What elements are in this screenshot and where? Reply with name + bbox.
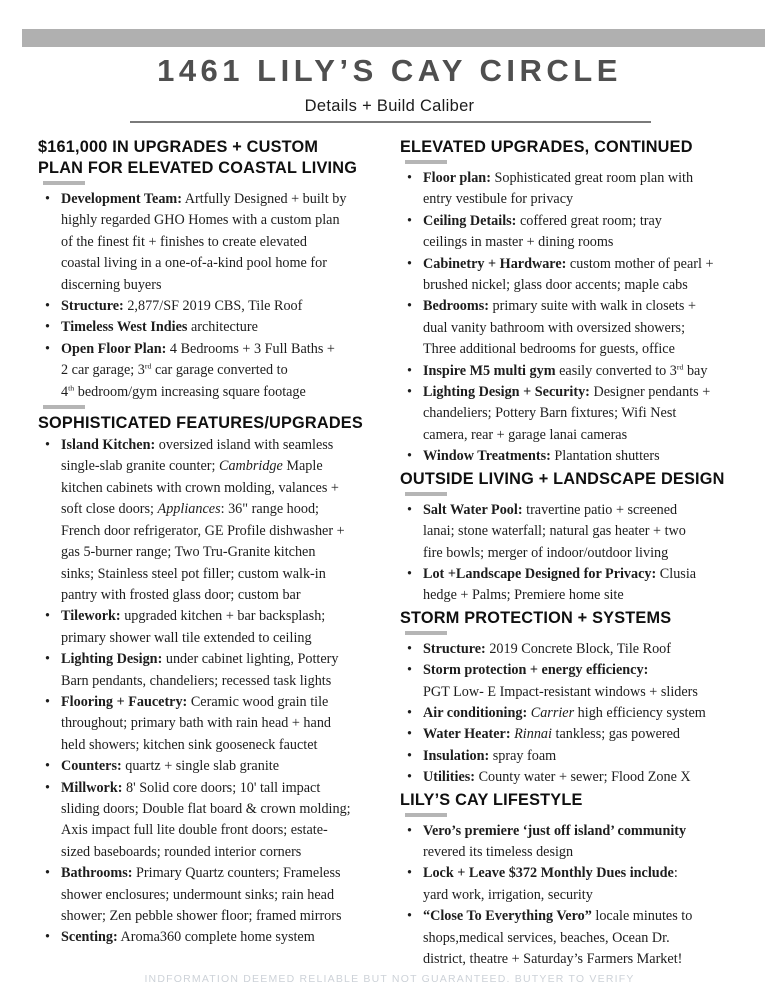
list-item (38, 296, 394, 317)
text-segment: sized baseboards; rounded interior corners (61, 843, 302, 860)
text-segment: under cabinet lighting, Pottery (162, 651, 339, 668)
text-segment: coastal living in a one-of-a-kind pool home for (61, 255, 327, 272)
text-segment: Millwork: (61, 779, 123, 796)
text-segment: Cambridge (218, 458, 283, 475)
text-segment: kitchen cabinets with crown molding, valances + (61, 479, 339, 496)
text-segment: travertine patio + screened (522, 501, 678, 518)
text-segment: rd (144, 361, 152, 371)
text-segment: 8' Solid core doors; 10' tall impact (122, 779, 321, 796)
text-segment: ceilings in master + dining rooms (423, 234, 614, 251)
text-segment: 4 (61, 383, 69, 400)
text-segment: Ceiling Details: (423, 212, 517, 229)
page-subtitle: Details + Build Caliber (304, 97, 475, 115)
text-segment: Tilework: (61, 608, 121, 625)
text-segment: tankless; gas powered (551, 726, 681, 743)
heading-underline-dash (43, 181, 85, 185)
text-segment: locale minutes to (591, 908, 693, 925)
text-segment: Open Floor Plan: (61, 340, 167, 357)
text-segment: Bathrooms: (61, 865, 133, 882)
text-segment: bay (683, 362, 708, 379)
text-segment: Salt Water Pool: (423, 501, 523, 518)
text-segment: of the finest fit + finishes to create elevated (61, 233, 307, 250)
text-segment: 2 car garage; 3 (61, 362, 145, 379)
text-segment: entry vestibule for privacy (423, 191, 574, 208)
text-segment: Lot +Landscape Designed for Privacy: (423, 565, 657, 582)
text-segment: Primary Quartz counters; Frameless (132, 865, 341, 882)
list-item (38, 606, 394, 649)
text-segment: Artfully Designed + built by (181, 191, 347, 207)
text-segment: Lighting Design: (61, 651, 163, 668)
list-item (38, 649, 394, 692)
list-item (400, 446, 766, 467)
text-segment: : 36" range hood; (220, 501, 319, 518)
list-item (400, 254, 766, 297)
text-segment: architecture (187, 319, 258, 336)
text-segment: Carrier (530, 704, 575, 721)
text-segment: Plantation shutters (550, 448, 660, 465)
heading-underline-dash (43, 405, 85, 409)
list-item (400, 296, 766, 360)
text-segment: 2,877/SF 2019 CBS, Tile Roof (123, 298, 303, 315)
left-column (38, 136, 394, 949)
list-item (400, 746, 766, 767)
right-column (400, 136, 766, 970)
list-item (38, 339, 394, 403)
text-segment: Ceramic wood grain tile (187, 693, 329, 710)
list-item (400, 168, 766, 211)
text-segment: Sophisticated great room plan with (490, 170, 694, 186)
list-item (400, 639, 766, 660)
text-segment: Three additional bedrooms for guests, office (423, 341, 675, 358)
text-segment: revered its timeless design (423, 843, 574, 860)
section-heading: LILY’S CAY LIFESTYLE (400, 790, 583, 809)
text-segment: Clusia (656, 565, 697, 582)
list-item (400, 821, 766, 864)
text-segment: pantry with frosted glass door; custom bar (61, 586, 301, 603)
text-segment: Storm protection + energy efficiency: (423, 662, 649, 679)
list-item (400, 767, 766, 788)
text-segment: Structure: (61, 298, 124, 315)
text-segment: oversized island with seamless (155, 437, 334, 454)
section-heading: SOPHISTICATED FEATURES/UPGRADES (38, 414, 363, 433)
text-segment: yard work, irrigation, security (423, 886, 593, 903)
text-segment: Bedrooms: (423, 298, 489, 315)
text-segment: 4 Bedrooms + 3 Full Baths + (166, 340, 335, 357)
list-item (400, 500, 766, 564)
text-segment: Utilities: (423, 769, 476, 786)
text-segment: custom mother of pearl + (566, 255, 714, 272)
text-segment: Flooring + Faucetry: (61, 693, 188, 710)
heading-underline-dash (405, 813, 447, 817)
list-item (38, 863, 394, 927)
text-segment: sliding doors; Double flat board & crown molding; (61, 800, 351, 817)
text-segment: throughout; primary bath with rain head + hand (61, 715, 332, 732)
list-item (400, 211, 766, 254)
text-segment: Barn pendants, chandeliers; recessed task lights (61, 672, 332, 689)
text-segment: held showers; kitchen sink gooseneck fauctet (61, 736, 318, 753)
text-segment: high efficiency system (574, 704, 706, 721)
text-segment: quartz + single slab granite (121, 758, 280, 775)
bullet-list (400, 639, 766, 789)
text-segment: primary shower wall tile extended to ceiling (61, 629, 312, 646)
text-segment: rd (676, 361, 684, 371)
footer-disclaimer: INDFORMATION DEEMED RELIABLE BUT NOT GUARANTEED. BUTYER TO VERIFY (144, 973, 635, 985)
top-accent-bar (22, 29, 765, 47)
text-segment: Lock + Leave $372 Monthly Dues include (423, 865, 674, 882)
text-segment: Designer pendants + (589, 384, 711, 401)
text-segment: district, theatre + Saturday’s Farmers Market! (423, 951, 683, 967)
page-title: 1461 LILY’S CAY CIRCLE (157, 53, 622, 88)
text-segment: Axis impact full lite double front doors; estate- (61, 822, 328, 839)
list-item (400, 906, 766, 970)
heading-underline-dash (405, 631, 447, 635)
text-segment: easily converted to 3 (555, 362, 677, 379)
text-segment: Scenting: (61, 929, 118, 946)
section-heading: ELEVATED UPGRADES, CONTINUED (400, 138, 693, 156)
text-segment: Appliances (157, 501, 221, 518)
text-segment: upgraded kitchen + bar backsplash; (120, 608, 326, 625)
list-item (400, 564, 766, 607)
text-segment: Maple (282, 458, 323, 475)
text-segment: discerning buyers (61, 276, 162, 293)
text-segment: Structure: (423, 640, 486, 657)
text-segment: gas 5-burner range; Two Tru-Granite kitchen (61, 544, 316, 561)
list-item (400, 361, 766, 382)
list-item (400, 703, 766, 724)
list-item (38, 317, 394, 338)
text-segment: Air conditioning: (423, 704, 528, 721)
text-segment: car garage converted to (151, 362, 288, 379)
text-segment: sinks; Stainless steel pot filler; custom walk-in (61, 565, 326, 582)
text-segment: spray foam (489, 747, 557, 764)
text-segment: th (68, 382, 75, 392)
section-heading: OUTSIDE LIVING + LANDSCAPE DESIGN (400, 469, 725, 488)
text-segment: soft close doors; (61, 501, 158, 518)
list-item (400, 863, 766, 906)
text-segment: highly regarded GHO Homes with a custom plan (61, 212, 340, 229)
text-segment: Lighting Design + Security: (423, 384, 590, 401)
text-segment: bedroom/gym increasing square footage (74, 383, 306, 400)
section-heading: $161,000 IN UPGRADES + CUSTOM PLAN FOR ELEVATED COASTAL LIVING (38, 138, 358, 177)
text-segment: Vero’s premiere ‘just off island’ community (423, 822, 687, 839)
bullet-list (400, 821, 766, 971)
list-item (38, 435, 394, 606)
list-item (38, 756, 394, 777)
text-segment: coffered great room; tray (516, 212, 662, 229)
text-segment: shower enclosures; undermount sinks; rain head (61, 886, 335, 903)
text-segment: fire bowls; merger of indoor/outdoor living (423, 544, 669, 561)
text-segment: French door refrigerator, GE Profile dishwasher + (61, 522, 345, 539)
list-item (400, 382, 766, 446)
text-segment: : (673, 865, 678, 882)
text-segment: camera, rear + garage lanai cameras (423, 426, 628, 443)
text-segment: Rinnai (514, 726, 552, 743)
section-heading: STORM PROTECTION + SYSTEMS (400, 608, 672, 627)
text-segment: Island Kitchen: (61, 437, 156, 454)
text-segment: chandeliers; Pottery Barn fixtures; Wifi Nest (423, 405, 677, 422)
text-segment: brushed nickel; glass door accents; maple cabs (423, 277, 688, 294)
bullet-list (400, 500, 766, 607)
text-segment: Insulation: (423, 747, 490, 764)
text-segment: shower; Zen pebble shower floor; framed mirrors (61, 908, 342, 924)
text-segment: County water + sewer; Flood Zone X (475, 769, 691, 786)
text-segment: Counters: (61, 758, 122, 775)
text-segment: hedge + Palms; Premiere home site (423, 587, 624, 604)
list-item (38, 778, 394, 864)
bullet-list (38, 189, 394, 403)
text-segment: Cabinetry + Hardware: (423, 255, 567, 272)
text-segment: Aroma360 complete home system (117, 929, 315, 946)
text-segment: 2019 Concrete Block, Tile Roof (485, 640, 672, 657)
text-segment: shops,medical services, beaches, Ocean Dr. (423, 929, 670, 946)
text-segment: Inspire M5 multi gym (423, 362, 556, 379)
bullet-list (400, 168, 766, 468)
list-item (400, 724, 766, 745)
subtitle-divider-line (130, 121, 651, 123)
bullet-list (38, 435, 394, 949)
text-segment: Timeless West Indies (61, 319, 188, 336)
text-segment: single-slab granite counter; (61, 458, 219, 475)
heading-underline-dash (405, 492, 447, 496)
text-segment: Development Team: (61, 191, 182, 207)
text-segment: dual vanity bathroom with oversized showers; (423, 319, 686, 336)
text-segment: “Close To Everything Vero” (423, 908, 592, 925)
text-segment: PGT Low- E Impact-resistant windows + sliders (423, 683, 698, 700)
text-segment: Window Treatments: (423, 448, 551, 465)
list-item (400, 660, 766, 703)
text-segment: Water Heater: (423, 726, 511, 743)
text-segment: Floor plan: (423, 170, 491, 186)
list-item (38, 189, 394, 296)
list-item (38, 927, 394, 948)
list-item (38, 692, 394, 756)
text-segment: primary suite with walk in closets + (488, 298, 696, 315)
heading-underline-dash (405, 160, 447, 164)
text-segment: lanai; stone waterfall; natural gas heater + two (423, 523, 686, 540)
